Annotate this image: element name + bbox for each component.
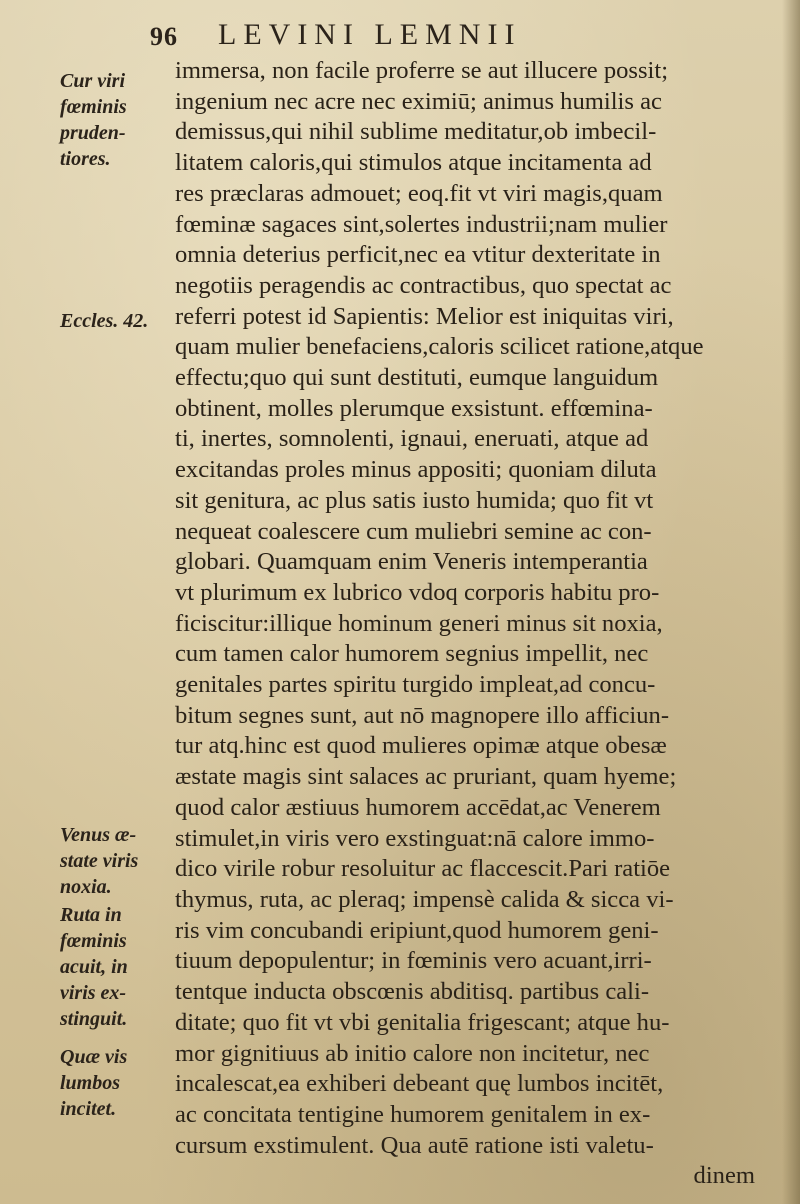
margin-note-line: noxia. [60,876,112,898]
margin-note-line: Quæ vis [60,1046,128,1068]
margin-note-line: acuit, in [60,956,128,978]
margin-note-line: state viris [60,850,139,872]
text-line: obtinent, molles plerumque exsistunt. effœmina- [175,394,653,422]
margin-note-line: Eccles. 42. [60,310,149,332]
margin-note-line: incitet. [60,1098,117,1120]
margin-note-line: Cur viri [60,70,126,92]
text-line: ficiscitur:illique hominum generi minus sit noxia, [175,609,663,637]
text-line: tur atq.hinc est quod mulieres opimæ atque obesæ [175,732,667,760]
text-line: sit genitura, ac plus satis iusto humida; quo fit vt [175,486,654,514]
text-line: bitum segnes sunt, aut nō magnopere illo afficiun- [175,701,670,729]
text-line: res præclaras admouet; eoq.fit vt viri magis,quam [175,179,663,207]
margin-note-quae-vis [60,1044,170,1122]
body-text [175,56,785,1192]
margin-note-line: stinguit. [60,1008,128,1030]
text-line: thymus, ruta, ac pleraq; impensè calida & sicca vi- [175,885,674,913]
text-line: effectu;quo qui sunt destituti, eumque languidum [175,364,659,392]
margin-note-line: lumbos [60,1072,121,1094]
text-line: ac concitata tentigine humorem genitalem in ex- [175,1100,651,1128]
text-line: globari. Quamquam enim Veneris intemperantia [175,548,648,576]
text-line: tentque inducta obscœnis abditisq. partibus cali- [175,978,650,1006]
text-line: negotiis peragendis ac contractibus, quo spectat ac [175,271,672,299]
text-line: ti, inertes, somnolenti, ignaui, eneruati, atque ad [175,425,649,453]
margin-note-line: Ruta in [60,904,122,926]
text-line: omnia deterius perficit,nec ea vtitur dexteritate in [175,241,661,269]
text-line: stimulet,in viris vero exstinguat:nā calore immo- [175,824,655,852]
text-line: æstate magis sint salaces ac pruriant, quam hyeme; [175,763,677,791]
text-line: quod calor æstiuus humorem accēdat,ac Venerem [175,793,661,821]
running-head [150,12,710,52]
margin-note-eccles [60,308,170,334]
text-line: tiuum depopulentur; in fœminis vero acuant,irri- [175,947,652,975]
text-line: excitandas proles minus appositi; quoniam diluta [175,456,657,484]
margin-note-line: viris ex- [60,982,127,1004]
margin-note-line: tiores. [60,148,111,170]
text-line: demissus,qui nihil sublime meditatur,ob imbecil- [175,118,657,146]
text-line: cum tamen calor humorem segnius impellit, nec [175,640,649,668]
text-line: vt plurimum ex lubrico vdoq corporis habitu pro- [175,578,660,606]
text-line: ingenium nec acre nec eximiū; animus humilis ac [175,87,662,115]
text-line: cursum exstimulent. Qua autē ratione isti valetu- [175,1131,654,1159]
margin-notes [0,0,168,1204]
text-line: genitales partes spiritu turgido impleat,ad concu- [175,671,656,699]
margin-note-venus [60,822,170,900]
text-line: fœminæ sagaces sint,solertes industrii;nam mulier [175,210,668,238]
margin-note-line: pruden- [60,122,126,144]
text-line: immersa, non facile proferre se aut illucere possit; [175,57,669,84]
running-title: LEVINI LEMNII [218,18,522,51]
margin-note-ruta [60,902,170,1032]
text-line: nequeat coalescere cum muliebri semine ac con- [175,517,652,545]
text-line: incalescat,ea exhiberi debeant quę lumbos incitēt, [175,1070,664,1098]
margin-note-line: fœminis [60,96,127,118]
text-line: litatem caloris,qui stimulos atque incitamenta ad [175,149,652,177]
margin-note-cur-viri [60,68,170,172]
page-number: 96 [150,22,178,51]
text-line: ris vim concubandi eripiunt,quod humorem geni- [175,916,659,944]
text-line: referri potest id Sapientis: Melior est iniquitas viri, [175,302,674,330]
text-line: dinem [693,1162,755,1190]
text-line: quam mulier benefaciens,caloris scilicet ratione,atque [175,333,704,361]
text-line: mor gignitiuus ab initio calore non incitetur, nec [175,1039,650,1067]
margin-note-line: fœminis [60,930,127,952]
margin-note-line: Venus æ- [60,824,137,846]
text-line: dico virile robur resoluitur ac flaccescit.Pari ratiōe [175,855,671,883]
text-line: ditate; quo fit vt vbi genitalia frigescant; atque hu- [175,1008,670,1036]
